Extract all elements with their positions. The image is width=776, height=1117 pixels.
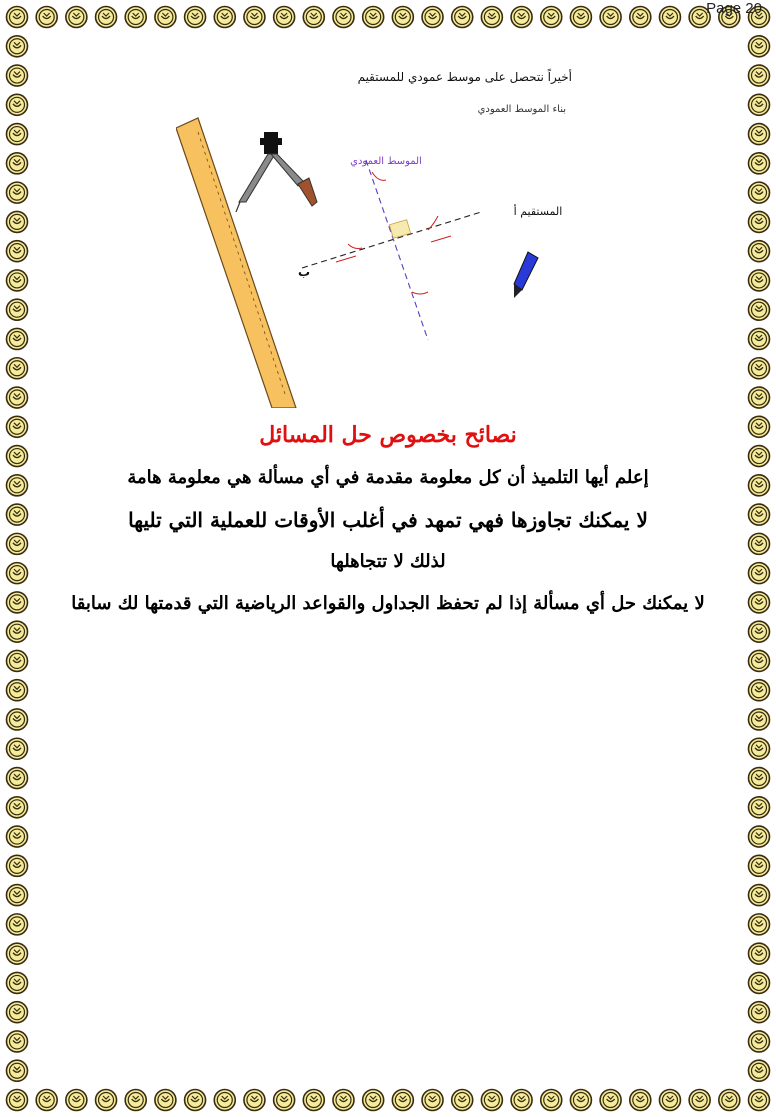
smiley-circle-icon	[7, 328, 28, 349]
smiley-circle-icon	[481, 1090, 502, 1111]
smiley-circle-icon	[749, 153, 770, 174]
smiley-circle-icon	[244, 7, 265, 28]
smiley-circle-icon	[66, 7, 87, 28]
smiley-circle-icon	[7, 621, 28, 642]
smiley-circle-icon	[749, 855, 770, 876]
smiley-circle-icon	[749, 241, 770, 262]
smiley-circle-icon	[96, 1090, 117, 1111]
smiley-circle-icon	[7, 446, 28, 467]
smiley-circle-icon	[7, 943, 28, 964]
smiley-circle-icon	[749, 94, 770, 115]
smiley-circle-icon	[749, 914, 770, 935]
smiley-circle-icon	[7, 885, 28, 906]
smiley-circle-icon	[7, 182, 28, 203]
smiley-circle-icon	[36, 1090, 57, 1111]
smiley-circle-icon	[630, 1090, 651, 1111]
smiley-circle-icon	[749, 533, 770, 554]
smiley-circle-icon	[749, 299, 770, 320]
smiley-circle-icon	[749, 885, 770, 906]
smiley-circle-icon	[363, 1090, 384, 1111]
smiley-circle-icon	[392, 7, 413, 28]
smiley-circle-icon	[749, 709, 770, 730]
smiley-circle-icon	[422, 1090, 443, 1111]
smiley-circle-icon	[749, 65, 770, 86]
smiley-circle-icon	[511, 7, 532, 28]
smiley-circle-icon	[7, 972, 28, 993]
smiley-circle-icon	[749, 36, 770, 57]
construction-drawing	[176, 62, 572, 408]
smiley-circle-icon	[7, 211, 28, 232]
smiley-circle-icon	[570, 1090, 591, 1111]
perpendicular-bisector-figure	[176, 62, 572, 408]
smiley-circle-icon	[719, 1090, 740, 1111]
smiley-circle-icon	[541, 7, 562, 28]
smiley-circle-icon	[7, 563, 28, 584]
smiley-circle-icon	[185, 1090, 206, 1111]
smiley-circle-icon	[749, 416, 770, 437]
smiley-circle-icon	[7, 592, 28, 613]
smiley-circle-icon	[7, 650, 28, 671]
smiley-circle-icon	[749, 1090, 770, 1111]
smiley-circle-icon	[570, 7, 591, 28]
smiley-circle-icon	[274, 1090, 295, 1111]
smiley-circle-icon	[749, 738, 770, 759]
smiley-circle-icon	[214, 7, 235, 28]
smiley-circle-icon	[7, 914, 28, 935]
smiley-circle-icon	[66, 1090, 87, 1111]
smiley-circle-icon	[7, 387, 28, 408]
smiley-circle-icon	[7, 709, 28, 730]
smiley-circle-icon	[511, 1090, 532, 1111]
tips-line-1: إعلم أيها التلميذ أن كل معلومة مقدمة في أي مسألة هي معلومة هامة	[127, 467, 649, 488]
smiley-circle-icon	[749, 680, 770, 701]
smiley-circle-icon	[749, 358, 770, 379]
smiley-circle-icon	[749, 797, 770, 818]
tips-section	[40, 420, 736, 632]
smiley-circle-icon	[689, 1090, 710, 1111]
smiley-circle-icon	[749, 387, 770, 408]
smiley-circle-icon	[452, 7, 473, 28]
smiley-circle-icon	[749, 328, 770, 349]
smiley-circle-icon	[7, 797, 28, 818]
smiley-circle-icon	[600, 7, 621, 28]
smiley-circle-icon	[749, 621, 770, 642]
smiley-circle-icon	[7, 270, 28, 291]
smiley-circle-icon	[7, 533, 28, 554]
smiley-circle-icon	[749, 475, 770, 496]
smiley-circle-icon	[659, 1090, 680, 1111]
smiley-circle-icon	[749, 563, 770, 584]
smiley-circle-icon	[749, 270, 770, 291]
smiley-circle-icon	[333, 7, 354, 28]
smiley-circle-icon	[7, 65, 28, 86]
smiley-circle-icon	[274, 7, 295, 28]
label-line: المستقيم أ	[513, 205, 563, 218]
smiley-circle-icon	[392, 1090, 413, 1111]
smiley-circle-icon	[7, 680, 28, 701]
smiley-circle-icon	[452, 1090, 473, 1111]
smiley-circle-icon	[7, 504, 28, 525]
smiley-circle-icon	[7, 36, 28, 57]
smiley-circle-icon	[481, 7, 502, 28]
smiley-circle-icon	[303, 7, 324, 28]
smiley-circle-icon	[333, 1090, 354, 1111]
label-point-b: ب	[297, 265, 311, 279]
tips-line-4: لا يمكنك حل أي مسألة إذا لم تحفظ الجداول والقواعد الرياضية التي قدمتها لك سابقا	[71, 593, 705, 614]
smiley-circle-icon	[749, 826, 770, 847]
smiley-circle-icon	[7, 416, 28, 437]
smiley-circle-icon	[7, 241, 28, 262]
smiley-circle-icon	[125, 1090, 146, 1111]
smiley-circle-icon	[125, 7, 146, 28]
smiley-circle-icon	[630, 7, 651, 28]
smiley-circle-icon	[749, 1060, 770, 1081]
smiley-circle-icon	[749, 1031, 770, 1052]
smiley-circle-icon	[600, 1090, 621, 1111]
smiley-circle-icon	[363, 7, 384, 28]
pencil-icon	[514, 252, 538, 298]
smiley-circle-icon	[749, 182, 770, 203]
smiley-circle-icon	[422, 7, 443, 28]
smiley-circle-icon	[303, 1090, 324, 1111]
smiley-circle-icon	[7, 826, 28, 847]
smiley-circle-icon	[7, 1002, 28, 1023]
smiley-circle-icon	[214, 1090, 235, 1111]
smiley-circle-icon	[749, 211, 770, 232]
smiley-circle-icon	[244, 1090, 265, 1111]
smiley-circle-icon	[7, 299, 28, 320]
smiley-circle-icon	[36, 7, 57, 28]
smiley-circle-icon	[749, 124, 770, 145]
compass-icon	[236, 132, 317, 212]
page-number: Page 20	[706, 0, 762, 17]
tips-line-3: لذلك لا تتجاهلها	[330, 551, 446, 572]
smiley-circle-icon	[749, 592, 770, 613]
smiley-circle-icon	[7, 124, 28, 145]
smiley-circle-icon	[7, 1090, 28, 1111]
smiley-circle-icon	[659, 7, 680, 28]
smiley-circle-icon	[7, 153, 28, 174]
smiley-circle-icon	[749, 446, 770, 467]
smiley-circle-icon	[541, 1090, 562, 1111]
smiley-circle-icon	[7, 738, 28, 759]
figure-caption-subtitle: بناء الموسط العمودي	[477, 104, 566, 115]
smiley-circle-icon	[7, 1060, 28, 1081]
smiley-circle-icon	[155, 7, 176, 28]
smiley-circle-icon	[749, 1002, 770, 1023]
smiley-circle-icon	[155, 1090, 176, 1111]
smiley-circle-icon	[7, 1031, 28, 1052]
smiley-circle-icon	[7, 7, 28, 28]
smiley-circle-icon	[185, 7, 206, 28]
smiley-circle-icon	[7, 94, 28, 115]
smiley-circle-icon	[7, 358, 28, 379]
label-bisector: الموسط العمودي	[350, 156, 422, 167]
smiley-circle-icon	[749, 972, 770, 993]
smiley-circle-icon	[749, 504, 770, 525]
figure-caption-title: أخيراً نتحصل على موسط عمودي للمستقيم	[357, 70, 572, 84]
smiley-circle-icon	[96, 7, 117, 28]
smiley-circle-icon	[749, 768, 770, 789]
tips-heading: نصائح بخصوص حل المسائل	[259, 422, 517, 448]
smiley-circle-icon	[749, 650, 770, 671]
smiley-circle-icon	[7, 855, 28, 876]
smiley-circle-icon	[749, 943, 770, 964]
smiley-circle-icon	[7, 768, 28, 789]
tips-line-2: لا يمكنك تجاوزها فهي تمهد في أغلب الأوقات للعملية التي تليها	[128, 508, 648, 532]
smiley-circle-icon	[7, 475, 28, 496]
